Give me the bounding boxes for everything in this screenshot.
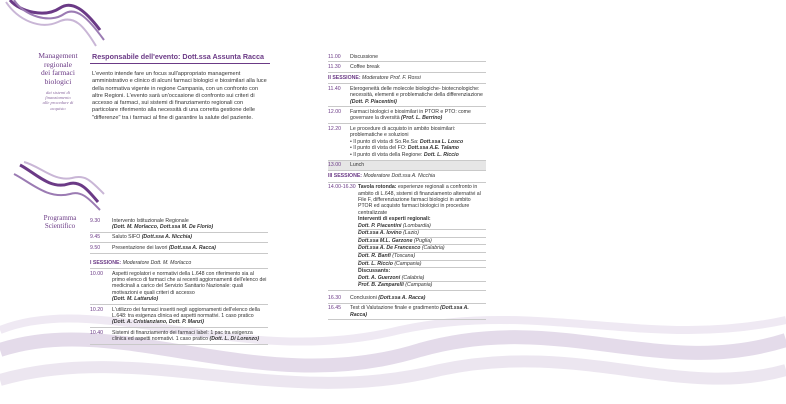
- schedule-row: 11.00 Discussione: [328, 52, 486, 62]
- list-item: • Il punto di vista della Regione: Dott. L. Riccio: [350, 151, 459, 158]
- list-item: Dott. R. Banfi (Toscana): [358, 253, 486, 261]
- programma-scientifico-title: Programma Scientifico: [43, 214, 77, 230]
- responsabile-text: L'evento intende fare un focus sull'appropriato management amministrativo e clinico di alcuni farmaci biologici e biosimilari alla luce della normativa vigente in regione Campania, con un confronto con altre Regioni. L'evento sarà un'occasione di confronto sui criteri di accesso ai farmaci, sui sistemi di finanziamento regionali con particolare riferimento alla necessità di una corretta gestione delle "differenze" tra i farmaci al fine di garantire la salute del paziente.: [92, 71, 267, 121]
- left-schedule: [90, 216, 268, 345]
- session-header: II SESSIONE: Moderatore Prof. F. Rossi: [328, 73, 486, 84]
- schedule-row: 16.30 Conclusioni (Dott.ssa A. Racca): [328, 293, 486, 303]
- list-item: Dott.ssa A. Iovino (Lazio): [358, 230, 486, 238]
- session-header: III SESSIONE: Moderatore Dott.ssa A. Nicchia: [328, 171, 486, 182]
- session-header: I SESSIONE: Moderatore Dott. M. Morlacco: [90, 258, 268, 269]
- list-item: Dott. L. Riccio (Campania): [358, 261, 486, 269]
- schedule-row: 10.00 Aspetti regolatori e normativi della L.648 con riferimento sia al primo elenco di farmaci che ai recenti aggiornamenti dell'elenco dei medicinali a carico del Servizio Sanitario Nazionale: quali motivazioni e quali criteri di accesso (Dott. M. Lattarulo): [90, 269, 268, 305]
- schedule-row: 9.30 Intervento Istituzionale Regionale (Dott. M. Morlacco, Dott.ssa M. De Florio): [90, 216, 268, 233]
- list-item: Dott.ssa M.L. Garzone (Puglia): [358, 238, 486, 246]
- logo-subtitle: dai sistemi di finanziamento alle procedure di acquisto: [42, 90, 74, 111]
- list-item: • Il punto di vista di So.Re.Sa: Dott.ssa L. Losco: [350, 138, 464, 145]
- list-item: Dott. A. Guerzoni (Calabria): [358, 275, 486, 283]
- ribbon-top-left: [0, 0, 110, 50]
- list-item: Dott. P. Piacentini (Lombardia): [358, 223, 486, 231]
- logo-title: Management regionale dei farmaci biologici: [38, 51, 78, 86]
- list-item: Prof. B. Zamparelli (Campania): [358, 282, 433, 289]
- list-item: Dott.ssa A. De Francesco (Calabria): [358, 245, 486, 253]
- schedule-row: 10.20 L'utilizzo dei farmaci inseriti negli aggiornamenti dell'elenco della L.648: tra esigenza clinica ed aspetti normativi. 1 caso pratico (Dott. A. Cristianziano, Dott. P. Manzi): [90, 305, 268, 328]
- list-item: • Il punto di vista del FO: Dott.ssa A.E. Talamo: [350, 145, 459, 152]
- schedule-row: 13.00 Lunch: [328, 161, 486, 171]
- schedule-row: 12.00 Farmaci biologici e biosimilari in PTOR e PTO: come governare la diversità (Prof. L. Berrino): [328, 107, 486, 124]
- responsabile-title: Responsabile dell'evento: Dott.ssa Assunta Racca: [92, 52, 264, 61]
- schedule-row: 14.00-16.30 Tavola rotonda: esperienze regionali a confronto in ambito di L.648, sistemi di finanziamento alternativi al File F, differenziazione farmaci biologici in ambito PTOR ed acquisto farmaci biologici in procedure centralizzate Interventi di esperti regionali: Dott. P. Piacentini (Lombardia) Dott.ssa A. Iovino (Lazio) Dott.ssa M.L. Garzone (Puglia) Dott.ssa A. De Francesco (Calabria) Dott. R. Banfi (Toscana) Dott. L. Riccio (Campania) Discussants: Dott. A. Guerzoni (Calabria) Prof. B. Zamparelli (Campania): [328, 183, 486, 292]
- schedule-row: 11.40 Eterogeneità delle molecole biologiche- biotecnologiche: necessità, elementi e problematiche della differenziazione (Dott. P. Piacentini): [328, 84, 486, 107]
- schedule-row: 9.50 Presentazione dei lavori (Dott.ssa A. Racca): [90, 243, 268, 253]
- schedule-row: 12.20 Le procedure di acquisto in ambito biosimilari: problematiche e soluzioni • Il punto di vista di So.Re.Sa: Dott.ssa L. Losco • Il punto di vista del FO: Dott.ssa A.E. Talamo • Il punto di vista della Regione: Dott. L. Riccio: [328, 124, 486, 161]
- schedule-row: 10.40 Sistemi di finanziamento dei farmaci label: 1 pac tra esigenza clinica ed aspetti normativi. 1 caso pratico (Dott. L. Di Lorenzo): [90, 328, 268, 345]
- schedule-row: 16.45 Test di Valutazione finale e gradimento (Dott.ssa A. Racca): [328, 304, 486, 321]
- divider: [90, 63, 270, 64]
- schedule-row: 9.45 Saluto SIFO (Dott.ssa A. Nicchia): [90, 233, 268, 243]
- ribbon-mid-left: [0, 160, 110, 215]
- schedule-row: 11.30 Coffee break: [328, 62, 486, 72]
- right-schedule: [328, 52, 486, 320]
